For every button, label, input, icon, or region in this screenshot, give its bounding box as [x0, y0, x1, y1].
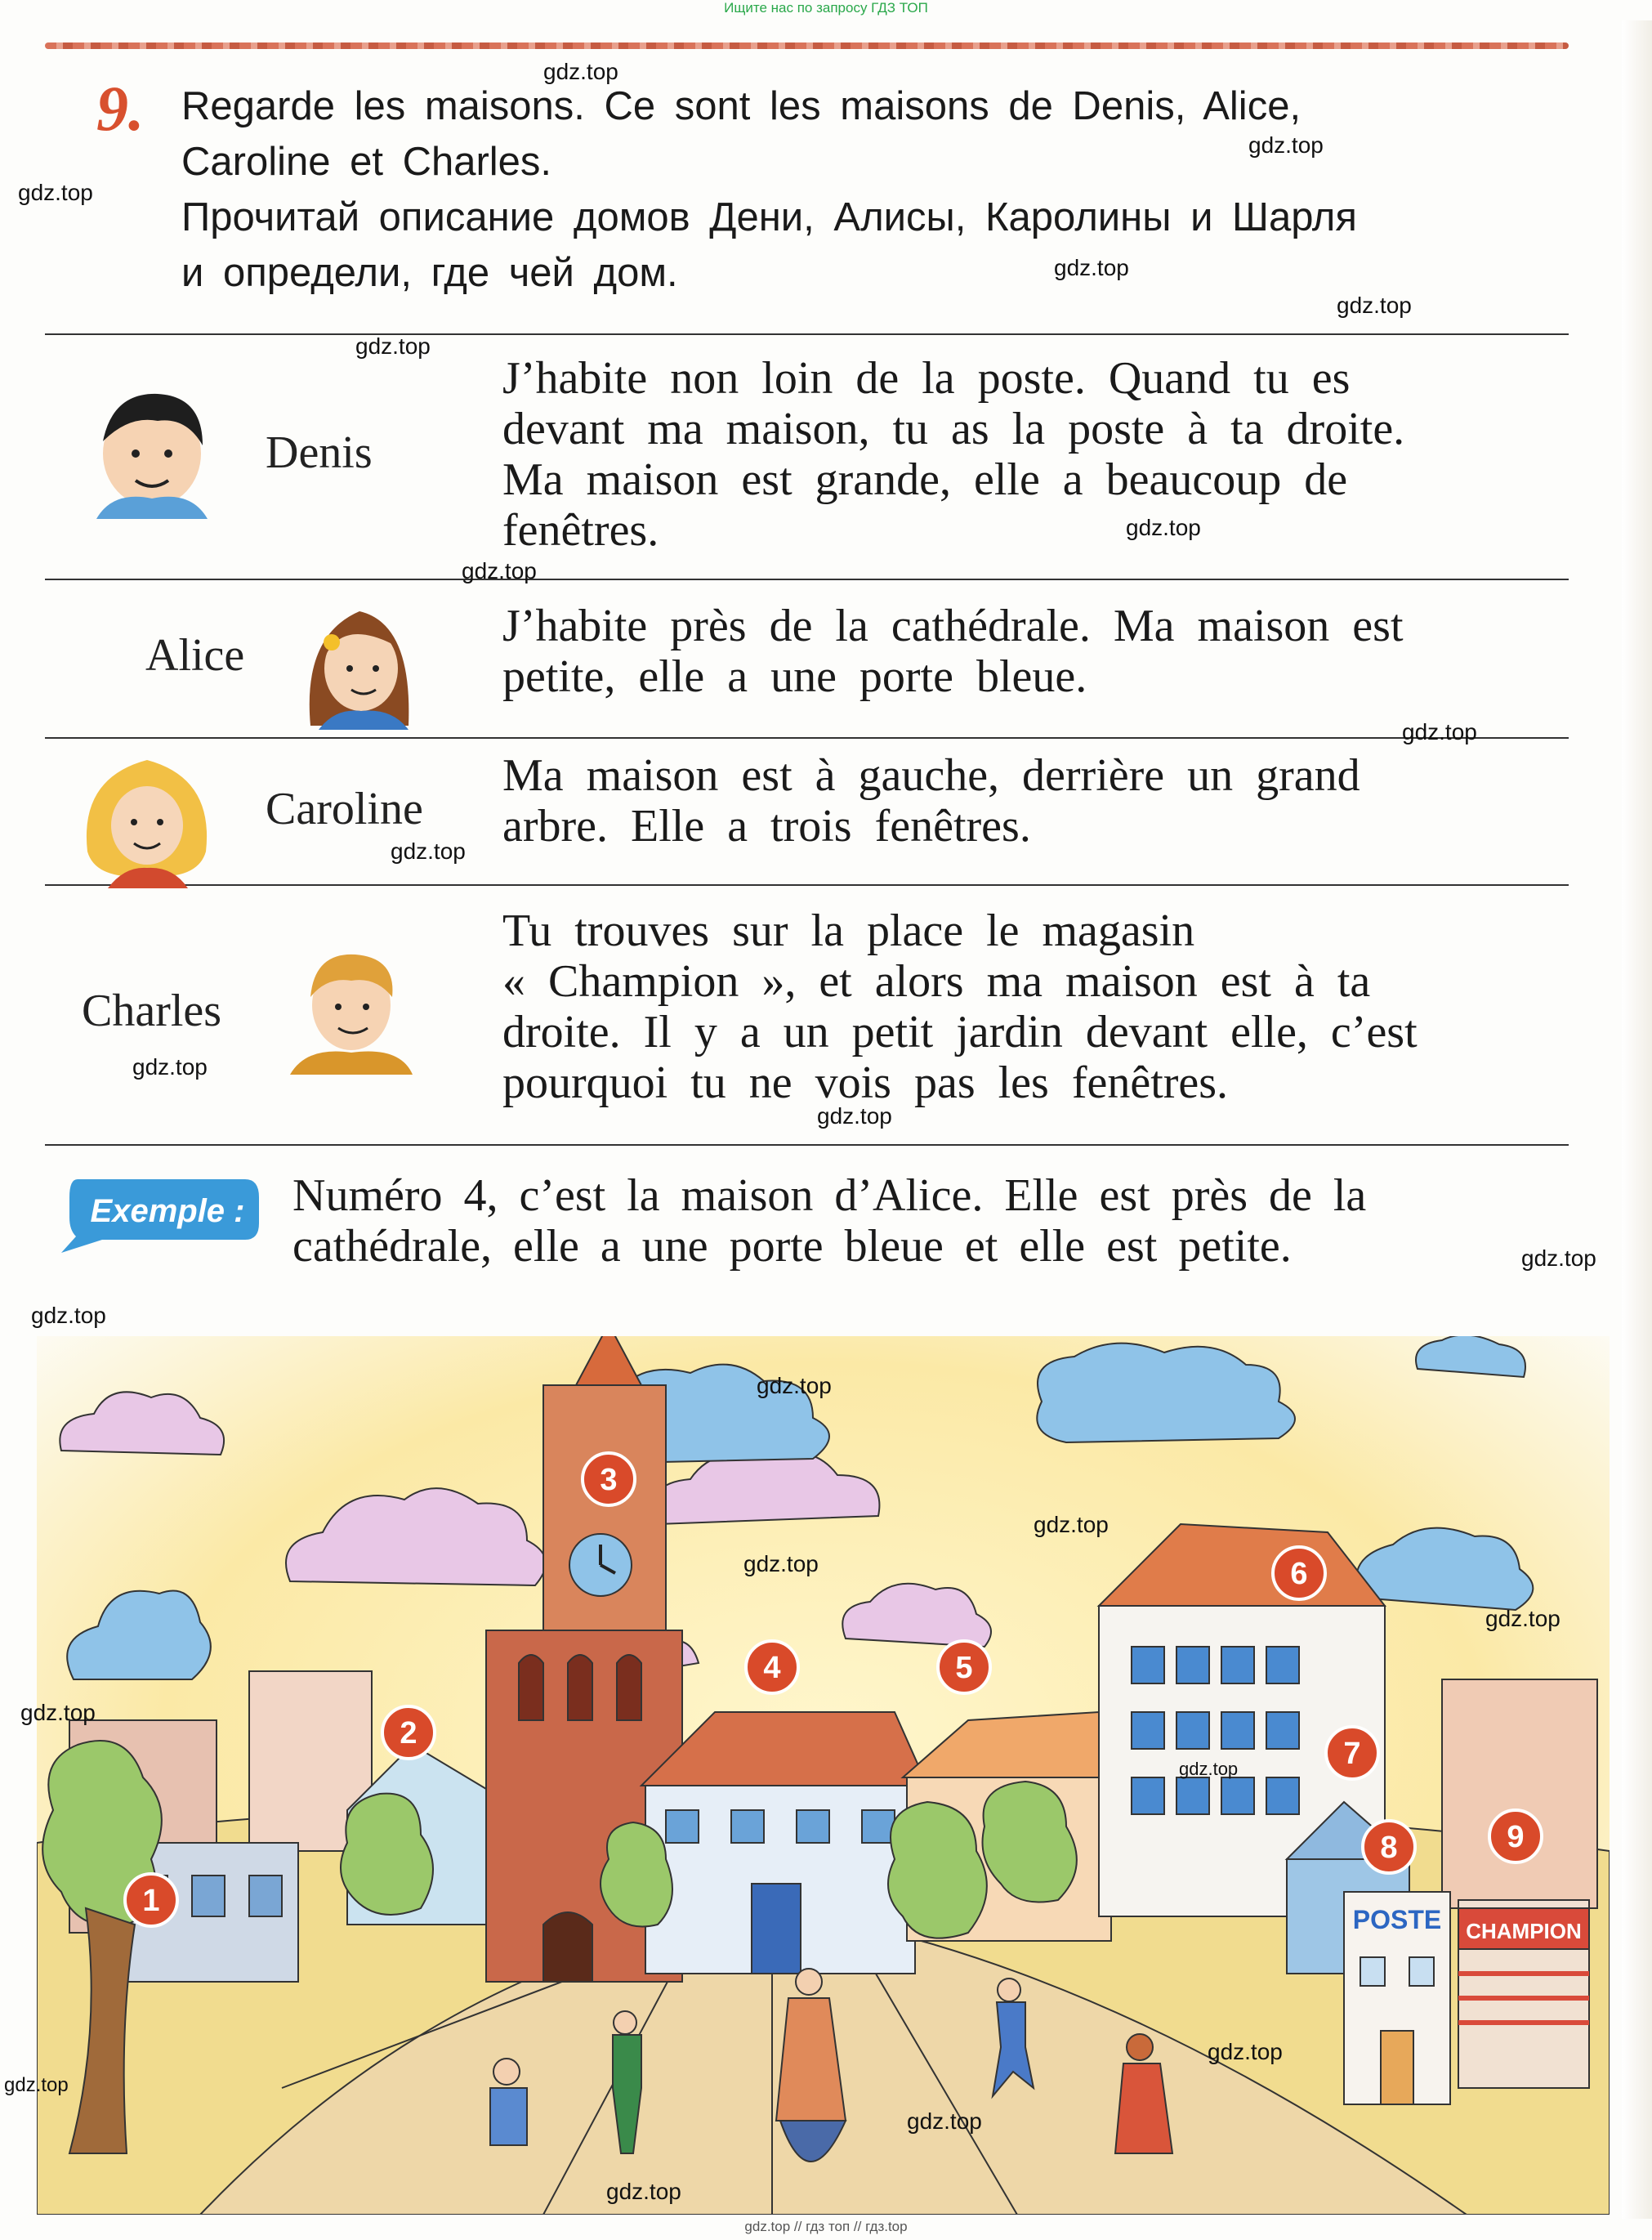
text-line: arbre. Elle a trois fenêtres. [502, 801, 1031, 852]
text-line: cathédrale, elle a une porte bleue et elle est petite. [292, 1221, 1292, 1272]
text-line: Tu trouves sur la place le magasin [502, 905, 1195, 956]
watermark: gdz.top [757, 1373, 832, 1398]
watermark: gdz.top [4, 2074, 69, 2096]
svg-text:6: 6 [1290, 1557, 1308, 1591]
top-divider [45, 42, 1569, 49]
row-name-caroline: Caroline [266, 784, 423, 834]
watermark: gdz.top [391, 838, 466, 864]
svg-text:5: 5 [955, 1651, 973, 1685]
text-line: droite. Il y a un petit jardin devant elle, c’est [502, 1007, 1418, 1057]
task-line-4: и определи, где чей дом. [181, 251, 678, 295]
svg-text:4: 4 [763, 1651, 781, 1685]
watermark: gdz.top [606, 2179, 681, 2204]
svg-text:1: 1 [142, 1884, 160, 1918]
task-instructions [181, 78, 1562, 301]
task-line-3: Прочитай описание домов Дени, Алисы, Каролины и Шарля [181, 195, 1357, 239]
watermark: gdz.top [1402, 719, 1477, 744]
svg-text:2: 2 [400, 1716, 417, 1750]
marker-2 [382, 1706, 435, 1759]
row-text-alice [502, 601, 1565, 702]
task-number: 9. [96, 73, 145, 144]
svg-text:9: 9 [1507, 1820, 1525, 1854]
marker-8 [1363, 1821, 1415, 1873]
watermark: gdz.top [18, 180, 93, 205]
charles-portrait [278, 932, 421, 1075]
text-line: « Champion », et alors ma maison est à ta [502, 956, 1371, 1007]
watermark: gdz.top [1521, 1245, 1596, 1271]
text-line: petite, elle a une porte bleue. [502, 651, 1087, 702]
watermark: gdz.top [1337, 293, 1412, 318]
svg-text:8: 8 [1380, 1831, 1398, 1865]
marker-7 [1326, 1727, 1378, 1779]
header-note: Ищите нас по запросу ГДЗ ТОП [724, 0, 928, 16]
poste-sign: POSTE [1352, 1905, 1442, 1934]
row-divider [45, 1144, 1569, 1146]
row-text-charles [502, 905, 1565, 1108]
row-divider [45, 333, 1569, 335]
marker-3 [583, 1453, 635, 1505]
marker-6 [1273, 1547, 1325, 1599]
example-badge-label: Exemple : [90, 1193, 245, 1229]
example-badge [45, 1173, 261, 1254]
row-divider [45, 579, 1569, 580]
watermark: gdz.top [1034, 1512, 1109, 1537]
text-line: devant ma maison, tu as la poste à ta droite. [502, 404, 1405, 454]
post-office [1344, 1892, 1450, 2104]
task-line-2: Caroline et Charles. [181, 140, 552, 184]
alice-portrait [286, 587, 429, 730]
denis-portrait [80, 376, 223, 519]
watermark: gdz.top [543, 59, 618, 84]
watermark: gdz.top [1208, 2039, 1283, 2064]
text-line: pourquoi tu ne vois pas les fenêtres. [502, 1057, 1229, 1108]
marker-5 [938, 1641, 990, 1693]
marker-9 [1489, 1810, 1542, 1862]
footer-note: gdz.top // гдз топ // гдз.top [744, 2219, 908, 2234]
town-illustration [37, 1336, 1610, 2215]
watermark: gdz.top [907, 2108, 982, 2134]
watermark: gdz.top [1179, 1759, 1239, 1779]
watermark: gdz.top [1054, 255, 1129, 280]
svg-text:7: 7 [1343, 1737, 1361, 1771]
watermark: gdz.top [132, 1054, 208, 1080]
watermark: gdz.top [462, 558, 537, 583]
champion-sign: CHAMPION [1466, 1919, 1582, 1943]
watermark: gdz.top [20, 1700, 96, 1725]
caroline-portrait [75, 745, 218, 888]
text-line: Numéro 4, c’est la maison d’Alice. Elle est près de la [292, 1170, 1367, 1221]
house-4 [641, 1712, 927, 1974]
row-name-charles: Charles [82, 986, 222, 1036]
marker-4 [746, 1641, 798, 1693]
row-text-denis [502, 353, 1565, 556]
champion-store [1458, 1900, 1589, 2088]
svg-text:3: 3 [600, 1463, 618, 1497]
text-line: fenêtres. [502, 505, 659, 556]
row-divider [45, 737, 1569, 739]
text-line: J’habite non loin de la poste. Quand tu es [502, 353, 1351, 404]
example-text [292, 1170, 1567, 1272]
watermark: gdz.top [355, 333, 431, 359]
row-text-caroline [502, 750, 1565, 852]
watermark: gdz.top [1126, 515, 1201, 540]
row-name-denis: Denis [266, 427, 373, 478]
row-name-alice: Alice [145, 630, 245, 681]
text-line: Ma maison est à gauche, derrière un grand [502, 750, 1360, 801]
text-line: J’habite près de la cathédrale. Ma maison est [502, 601, 1404, 651]
watermark: gdz.top [1485, 1606, 1560, 1631]
page-edge [1622, 20, 1652, 2219]
row-divider [45, 884, 1569, 886]
text-line: Ma maison est grande, elle a beaucoup de [502, 454, 1348, 505]
watermark: gdz.top [1248, 132, 1324, 158]
task-line-1: Regarde les maisons. Ce sont les maisons de Denis, Alice, [181, 84, 1302, 128]
watermark: gdz.top [743, 1551, 819, 1576]
watermark: gdz.top [31, 1303, 106, 1328]
watermark: gdz.top [817, 1103, 892, 1129]
marker-1 [125, 1874, 177, 1926]
